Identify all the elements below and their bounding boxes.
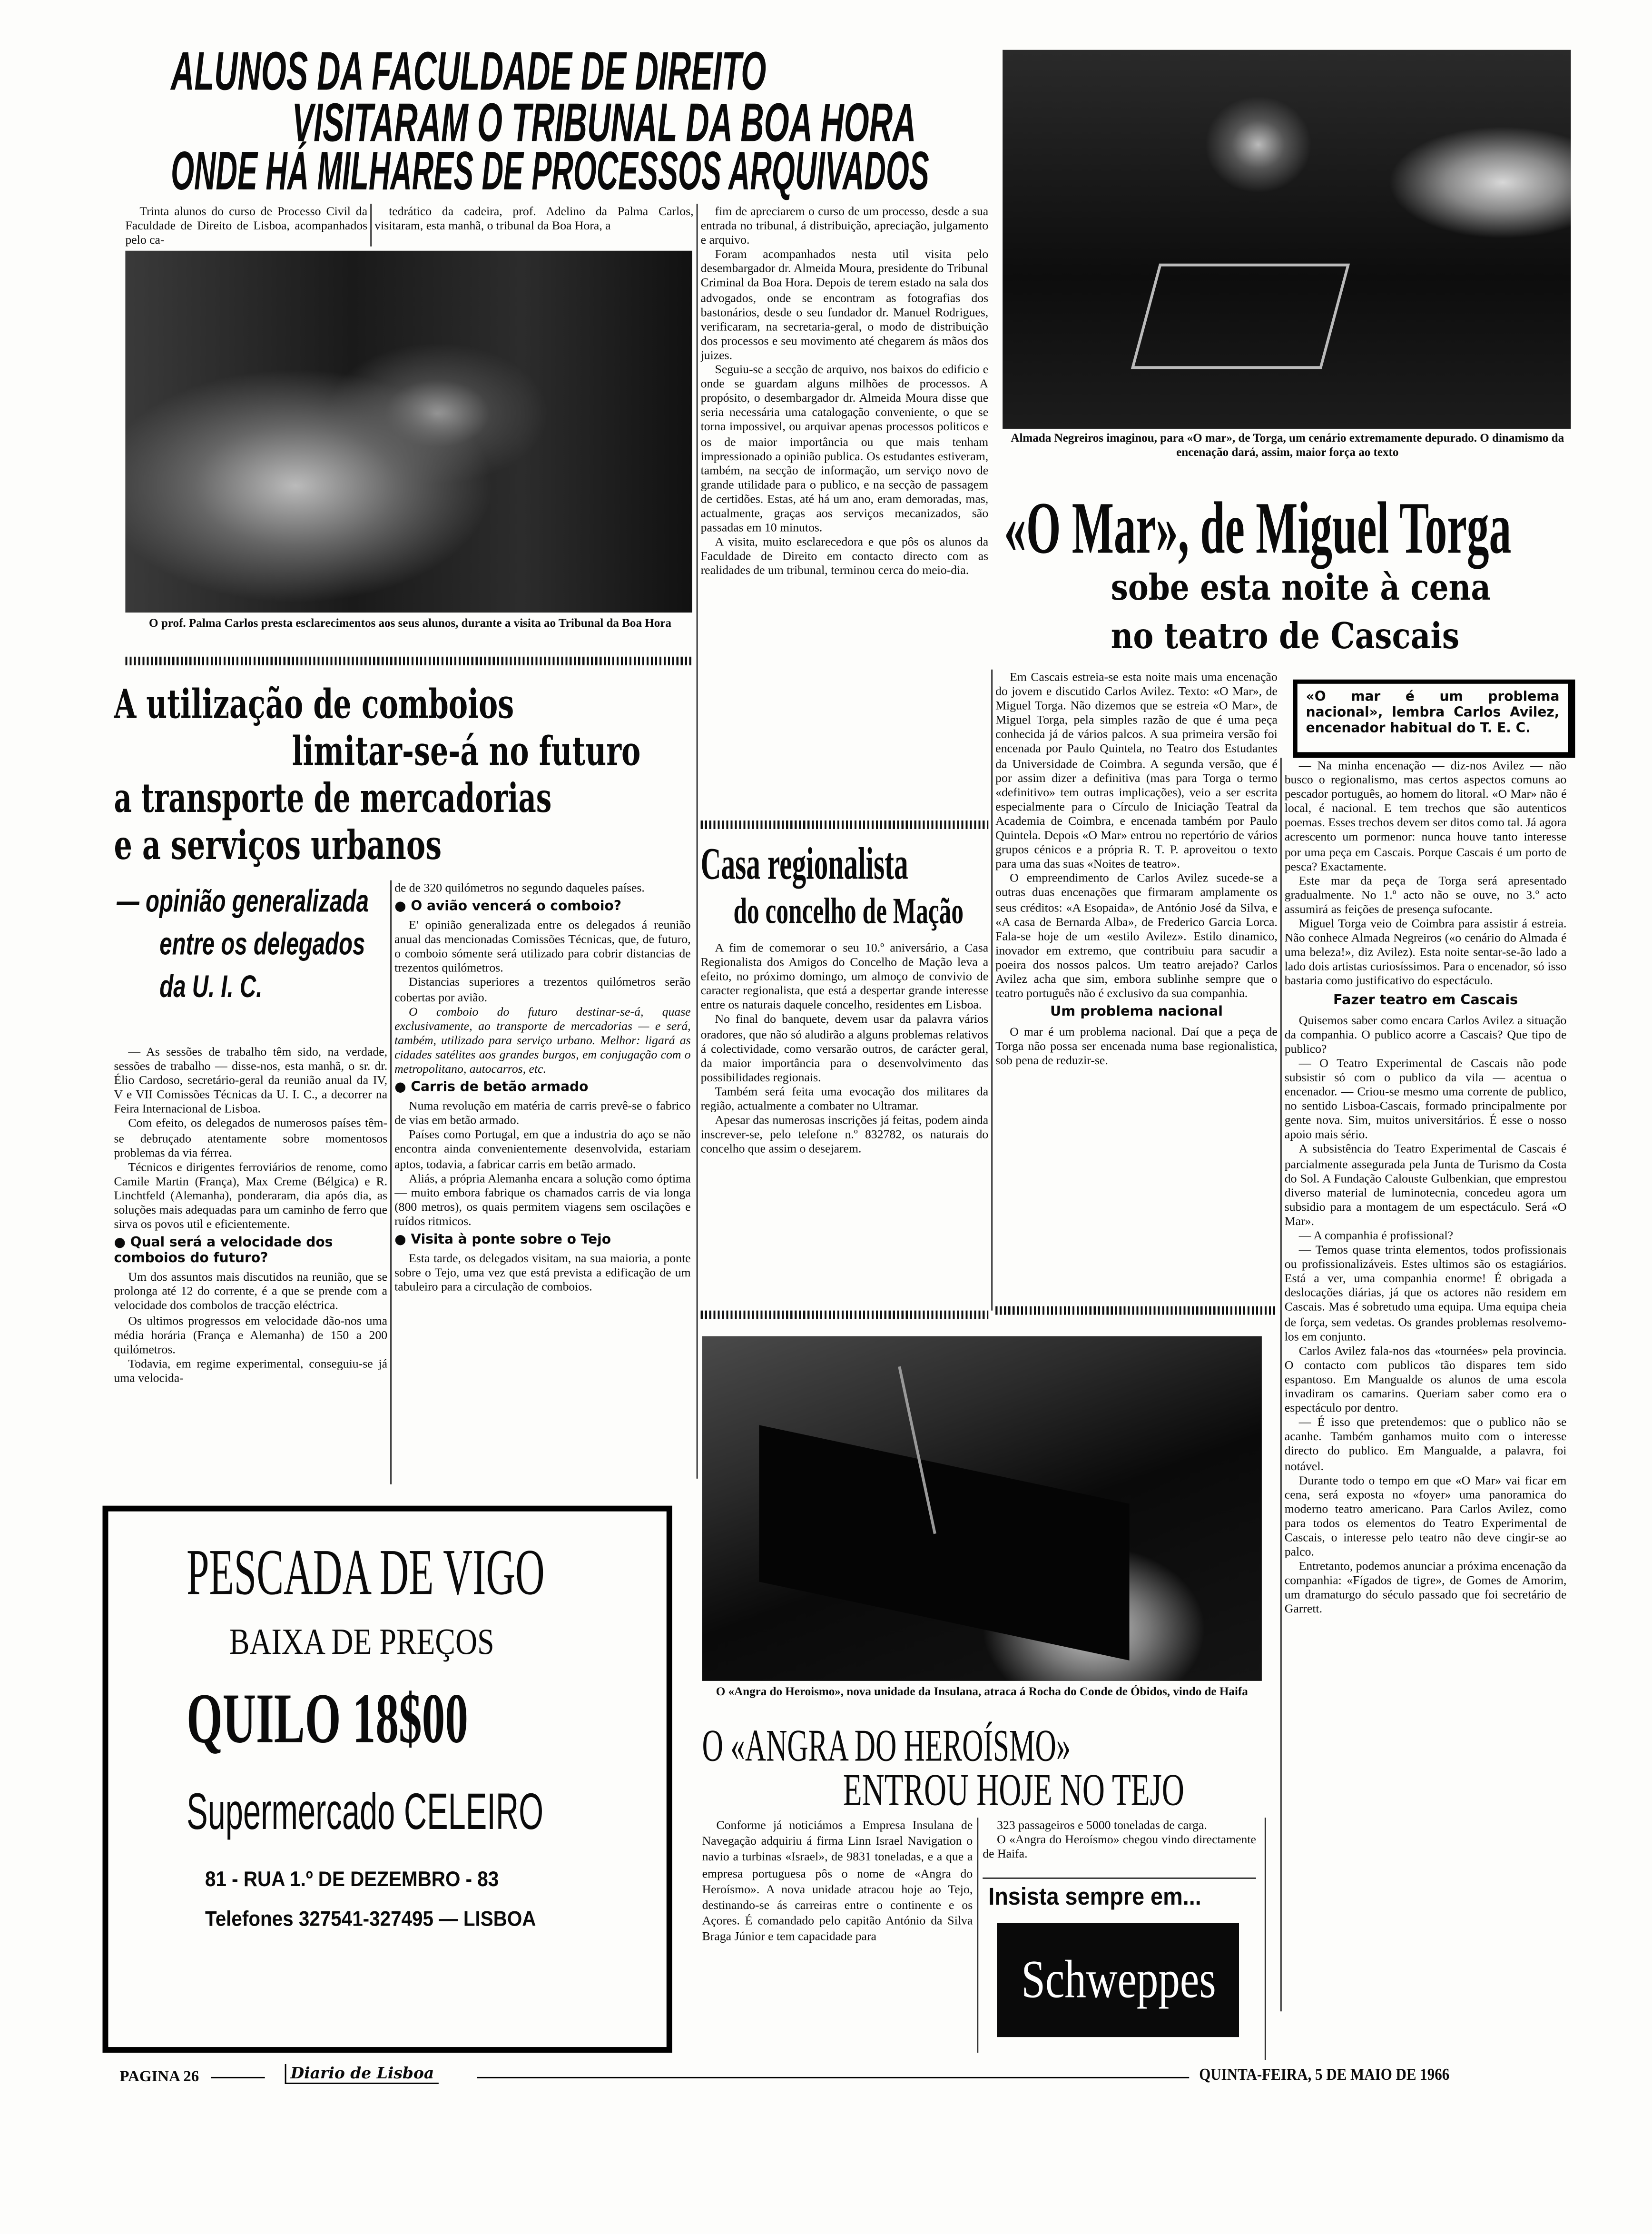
- theatre-stage-photo: [1003, 50, 1571, 429]
- paragraph: O mar é um problema nacional. Daí que a peça de Torga não possa ser encenada numa base regionalistica, sob pena de reduzir-se.: [995, 1024, 1278, 1068]
- advert-product: PESCADA DE VIGO: [187, 1535, 545, 1609]
- ship-col-2: [983, 1818, 1256, 1875]
- advert-address: 81 - RUA 1.º DE DEZEMBRO - 83: [205, 1867, 499, 1892]
- paragraph: Durante todo o tempo em que «O Mar» vai ficar em cena, será exposta no «foyer» uma panoramica do moderno teatro americano. Para Carlos Avilez, como para todos os elementos do Teatro Experimental de Cascais, o interesse pelo teatro não deve cingir-se ao palco.: [1284, 1472, 1567, 1559]
- paragraph: de de 320 quilómetros no segundo daqueles países.: [394, 880, 645, 895]
- court-col-3: [701, 204, 989, 816]
- separator: [701, 820, 989, 829]
- torga-col-1: [995, 670, 1278, 1304]
- casa-headline-line-1: Casa regionalista: [700, 837, 908, 889]
- ship-headline-line-1: O «ANGRA DO HEROÍSMO»: [702, 1719, 1071, 1771]
- paragraph: O empreendimento de Carlos Avilez sucede-se a outras duas encenações que firmaram amplamente os seus créditos: «A Esopaida», de António José da Silva, e «A casa de Bernarda Alba», de Frederico Garcia Lorca. Fala-se hoje de um «estilo Avilez». Estilo dinamico, inovador em extremo, que contribuiu para sacudir a poeira dos nossos palcos. Um teatro arejado? Carlos Avilez acha que sim, embora sublinhe sempre que o teatro português não é exclusivo da sua companhia.: [995, 870, 1278, 1000]
- paragraph: Seguiu-se a secção de arquivo, nos baixos do edificio e onde se guardam alguns milhões de processos. A propósito, o desembargador dr. Almeida Moura disse que seria necessária uma catalogação conveniente, o que se torna impossivel, ou arquivar apenas processos politicos e os de maior importância ou que mais tenham impressionado a opinião publica. Os estudantes estiveram, também, na secção de informação, um serviço novo de grande utilidade para o publico, e na secção de passagem de certidões. Estas, até há um ano, eram demoradas, mas, actualmente, graças aos serviços mecanizados, são passadas em 10 minutos.: [700, 362, 989, 534]
- trains-headline-line-2: limitar-se-á no futuro: [292, 728, 641, 775]
- stage-set-frame: [1131, 264, 1350, 369]
- trains-headline-line-3: a transporte de mercadorias: [114, 775, 552, 822]
- paragraph: 323 passageiros e 5000 toneladas de carga.: [997, 1818, 1207, 1832]
- paragraph: Carlos Avilez fala-nos das «tournées» pela provincia. O contacto com publicos tão dispares tem sido espantoso. Em Mangualde os alunos de uma escola invadiram os camarins. Queriam saber como era o espectáculo por dentro.: [1284, 1343, 1567, 1415]
- trains-headline-line-1: A utilização de comboios: [114, 681, 514, 728]
- torga-subheadline-line-1: sobe esta noite à cena: [1111, 567, 1491, 609]
- separator: [701, 1311, 989, 1319]
- paragraph: Esta tarde, os delegados visitam, na sua maioria, a ponte sobre o Tejo, uma vez que está prevista a edificação de um tabuleiro para a circulação de comboios.: [394, 1250, 691, 1294]
- footer-rule: [477, 2077, 1190, 2078]
- schweppes-logo: [997, 1923, 1239, 2037]
- column-rule: [390, 880, 392, 1484]
- paragraph: Com efeito, os delegados de numerosos países têm-se debruçado atentamente sobre momentosos problemas da via férrea.: [114, 1116, 388, 1159]
- paragraph: E' opinião generalizada entre os delegados á reunião anual das mencionadas Comissões Técnicas, que, de futuro, o comboio sómente será utilizado para cobrir distancias de trezentos quilómetros.: [394, 917, 691, 975]
- paragraph: — Temos quase trinta elementos, todos profissionais ou profissionalizáveis. Estes ultimos são os estagiários. Está a ver, uma companhia enorme! É obrigada a deslocações diárias, já que os actores não residem em Cascais. Mas é sobretudo uma equipa. Uma equipa cheia de força, sem vedetas. Os grandes problemas resolvemo-los em conjunto.: [1284, 1242, 1567, 1343]
- paragraph: — Na minha encenação — diz-nos Avilez — não busco o regionalismo, mas certos aspectos comuns ao pescador português, ao homem do litoral. «O Mar» não é local, é nacional. E tem trechos que são autenticos poemas. Esses trechos devem ser ditos como tal. Já agora acrescento um pormenor: nunca houve tanto interesse por uma peça em Cascais. Porque Cascais é um porto de pesca? Exactamente.: [1284, 758, 1567, 873]
- paragraph: Trinta alunos do curso de Processo Civil da Faculdade de Direito de Lisboa, acompanhados pelo ca-: [125, 204, 368, 247]
- ship-photo-caption: O «Angra do Heroismo», nova unidade da Insulana, atraca á Rocha do Conde de Óbidos, vindo de Haifa: [716, 1685, 1248, 1698]
- paragraph: Quisemos saber como encara Carlos Avilez a situação da companhia. O publico acorre a Cascais? Que tipo de publico?: [1284, 1012, 1567, 1056]
- section-subheading: Um problema nacional: [1050, 1004, 1223, 1020]
- casa-body: [701, 940, 989, 1307]
- court-intro-col-2: [374, 204, 693, 248]
- paragraph: — A companhia é profissional?: [1298, 1228, 1454, 1242]
- column-rule: [1265, 1818, 1266, 2060]
- ship-headline-line-2: ENTROU HOJE NO TEJO: [843, 1763, 1184, 1815]
- paragraph: Em Cascais estreia-se esta noite mais uma encenação do jovem e discutido Carlos Avilez. Texto: «O Mar», de Miguel Torga. Não dizemos que se estreia «O Mar», de Miguel Torga, pela simples razão de que é uma peça conhecida já de vários palcos. A sua primeira versão foi encenada por Paulo Quintela, no Teatro dos Estudantes da Universidade de Coimbra. A segunda versão, que é por assim dizer a definitiva (mas para Torga o termo «definitivo» tem outras implicações), veio a ser escrita especialmente para o Círculo de Iniciação Teatral da Academia de Coimbra, e encenada também por Paulo Quintela. Depois «O Mar» entrou no repertório de vários grupos cénicos e a própria R. T. P. aproveitou o texto para uma das suas «Noites de teatro».: [995, 669, 1278, 871]
- section-subheading: ● O avião vencerá o comboio?: [394, 899, 691, 915]
- torga-col-2: [1285, 758, 1567, 2011]
- court-headline-line-2: VISITARAM O TRIBUNAL DA BOA HORA: [292, 94, 916, 154]
- masthead-logo: Diario de Lisboa: [285, 2064, 439, 2084]
- paragraph: Entretanto, podemos anunciar a próxima encenação da companhia: «Fígados de tigre», de Gomes de Amorim, um dramaturgo do século passado que foi secretário de Garrett.: [1284, 1558, 1567, 1616]
- paragraph: Também será feita uma evocação dos militares da região, actualmente a combater no Ultramar.: [700, 1084, 989, 1113]
- column-rule: [697, 204, 698, 1479]
- trains-subheadline-line-1: — opinião generalizada: [117, 883, 369, 919]
- ship-photo: [702, 1336, 1262, 1681]
- trains-col-2: [394, 880, 691, 1486]
- paragraph: Miguel Torga veio de Coimbra para assistir á estreia. Não conhece Almada Negreiros («o cenário do Almada é uma beleza!», diz Avilez). Esta noite sentar-se-ão lado a lado dois artistas curiosíssimos. Para o encenador, só isso bastaria como justificativo do espectáculo.: [1284, 916, 1567, 988]
- paragraph: Este mar da peça de Torga será apresentado gradualmente. No 1.º acto não se ouve, no 3.º acto assumirá as feições de presença sufocante.: [1284, 873, 1567, 916]
- paragraph: A visita, muito esclarecedora e que pôs os alunos da Faculdade de Direito em contacto directo com as realidades de um tribunal, terminou cerca do meio-dia.: [700, 534, 989, 578]
- court-headline-line-3: ONDE HÁ MILHARES DE PROCESSOS ARQUIVADOS: [171, 142, 929, 203]
- paragraph: Um dos assuntos mais discutidos na reunião, que se prolonga até 12 do corrente, é a que se prende com a velocidade dos combolos de tracção eléctrica.: [114, 1269, 388, 1313]
- paragraph: O «Angra do Heroísmo» chegou vindo directamente de Haifa.: [983, 1832, 1256, 1861]
- quote-box: «O mar é um problema nacional», lembra Carlos Avilez, encenador habitual do T. E. C.: [1293, 680, 1575, 758]
- torga-subheadline-line-2: no teatro de Cascais: [1111, 615, 1460, 657]
- trains-col-1: [114, 1044, 387, 1486]
- advert-phones: Telefones 327541-327495 — LISBOA: [205, 1907, 536, 1932]
- ship-col-1: [702, 1818, 973, 2053]
- theatre-photo-caption: Almada Negreiros imaginou, para «O mar», de Torga, um cenário extremamente depurado. O dinamismo da encenação dará, assim, maior força ao texto: [1011, 431, 1564, 458]
- section-subheading: Fazer teatro em Cascais: [1333, 992, 1518, 1008]
- section-subheading: ● Qual será a velocidade dos comboios do futuro?: [114, 1236, 387, 1267]
- paragraph: — É isso que pretendemos: que o publico não se acanhe. Também ganhamos muito com o interesse directo do publico. Em Mangualde, a palavra, foi notável.: [1284, 1414, 1567, 1473]
- court-headline-line-1: ALUNOS DA FACULDADE DE DIREITO: [171, 42, 767, 103]
- paragraph: A fim de comemorar o seu 10.º aniversário, a Casa Regionalista dos Amigos do Concelho de Mação leva a efeito, no próximo domingo, um almoço de convivio de caracter regionalista, que está a despertar grande interesse entre os naturais daquele concelho, residentes em Lisboa.: [700, 940, 989, 1012]
- pescada-advert: [103, 1506, 672, 2053]
- advert-store: Supermercado CELEIRO: [187, 1782, 544, 1841]
- torga-headline: «O Mar», de Miguel Torga: [1004, 488, 1512, 570]
- paragraph: Técnicos e dirigentes ferroviários de renome, como Camile Martin (França), Max Creme (Bélgica) e R. Linchtfeld (Alemanha), ponderaram, dia após dia, as soluções mais adequadas para um caminho de ferro que sirva os povos util e eficientemente.: [114, 1159, 388, 1231]
- paragraph: Distancias superiores a trezentos quilómetros serão cobertas por avião.: [394, 975, 691, 1004]
- section-subheading: ● Carris de betão armado: [394, 1080, 691, 1096]
- court-intro-col-1: [125, 204, 367, 248]
- paragraph: Foram acompanhados nesta util visita pelo desembargador dr. Almeida Moura, presidente do Tribunal Criminal da Boa Hora. Depois de terem estado na sala dos advogados, onde se encontram as fotografias dos bastonários, desde o seu fundador dr. Manuel Rodrigues, verificaram, na secretaria-geral, o modo de distribuição dos processos e seu movimento até chegarem ás mãos dos juizes.: [700, 247, 989, 362]
- column-rule: [370, 204, 372, 247]
- column-rule: [977, 1818, 978, 2053]
- paragraph: Aliás, a própria Alemanha encara a solução como óptima — muito embora fabrique os chamados carris de via longa (800 metros), os quais permitem viagens sem oscilações e ruídos ritmicos.: [394, 1170, 691, 1228]
- page-number: PAGINA 26: [119, 2068, 199, 2086]
- court-photo-caption: O prof. Palma Carlos presta esclarecimentos aos seus alunos, durante a visita ao Tribunal da Boa Hora: [149, 617, 671, 630]
- casa-headline-line-2: do concelho de Mação: [733, 890, 964, 932]
- paragraph: Conforme já noticiámos a Empresa Insulana de Navegação adquiriu á firma Linn Israel Navigation o navio a turbinas «Israel», de 9831 toneladas, e a que a empresa portuguesa pôs o nome de «Angra do Heroísmo». A nova unidade atracou hoje ao Tejo, destinando-se ás carreiras entre o continente e os Açores. É comandado pelo capitão António da Silva Braga Júnior e tem capacidade para: [702, 1818, 973, 1944]
- column-rule: [991, 670, 993, 1311]
- court-visit-photo: [125, 251, 692, 613]
- paragraph: O comboio do futuro destinar-se-á, quase exclusivamente, ao transporte de mercadorias — e será, também, utilizado para serviço urbano. Melhor: ligará as cidades satélites aos grandes burgos, em conjugação com o metropolitano, autocarros, etc.: [394, 1004, 691, 1076]
- paragraph: Todavia, em regime experimental, conseguiu-se já uma velocida-: [114, 1355, 388, 1384]
- separator: [995, 1306, 1278, 1315]
- trains-headline-line-4: e a serviços urbanos: [114, 822, 442, 869]
- paragraph: No final do banquete, devem usar da palavra vários oradores, que não só aludirão a alguns problemas relativos á colectividade, como versarão outros, de carácter geral, da maior importância para o desenvolvimento das possibilidades regionais.: [700, 1012, 989, 1084]
- schweppes-tagline: Insista sempre em...: [988, 1883, 1201, 1910]
- advert-price: QUILO 18$00: [187, 1678, 468, 1758]
- paragraph: Países como Portugal, em que a industria do aço se não encontra ainda convenientemente desenvolvida, estariam aptos, todavia, a fabricar carris em betão armado.: [394, 1127, 691, 1170]
- paragraph: — O Teatro Experimental de Cascais não pode subsistir só com o publico da vila — acentua o encenador. — Criou-se mesmo uma corrente de publico, no sentido Lisboa-Cascais, formado principalmente por gente nova. Sim, muitos universitários. É esse o nosso apoio mais sério.: [1284, 1055, 1567, 1142]
- issue-date: QUINTA-FEIRA, 5 DE MAIO DE 1966: [1199, 2066, 1450, 2084]
- trains-subheadline-line-2: entre os delegados: [159, 926, 365, 962]
- schweppes-brand: Schweppes: [1021, 1950, 1216, 2010]
- paragraph: Os ultimos progressos em velocidade dão-nos uma média horária (França e Alemanha) de 150 a 200 quilómetros.: [114, 1313, 388, 1356]
- section-subheading: ● Visita à ponte sobre o Tejo: [394, 1232, 691, 1248]
- advert-price-drop: BAIXA DE PREÇOS: [229, 1621, 494, 1662]
- paragraph: Numa revolução em matéria de carris prevê-se o fabrico de vias em betão armado.: [394, 1098, 691, 1127]
- column-rule: [1280, 758, 1282, 2011]
- paragraph: Apesar das numerosas inscrições já feitas, podem ainda inscrever-se, pelo telefone n.º 832782, os naturais do concelho que assim o desejarem.: [700, 1112, 989, 1156]
- paragraph: — As sessões de trabalho têm sido, na verdade, sessões de trabalho — disse-nos, esta manhã, o sr. dr. Élio Cardoso, secretário-geral da reunião anual da IV, V e VII Comissões Técnicas da U. I. C., a decorrer na Feira Internacional de Lisboa.: [114, 1044, 388, 1116]
- trains-subheadline-line-3: da U. I. C.: [159, 969, 263, 1005]
- footer-rule: [211, 2077, 265, 2078]
- separator: [125, 657, 692, 665]
- paragraph: tedrático da cadeira, prof. Adelino da Palma Carlos, visitaram, esta manhã, o tribunal da Boa Hora, a: [374, 204, 694, 233]
- ship-hull: [759, 1425, 1129, 1661]
- paragraph: fim de apreciarem o curso de um processo, desde a sua entrada no tribunal, á distribuição, apreciação, julgamento e arquivo.: [700, 204, 989, 247]
- separator: [983, 1878, 1256, 1879]
- paragraph: A subsistência do Teatro Experimental de Cascais é parcialmente assegurada pela Junta de Turismo da Costa do Sol. A Fundação Calouste Gulbenkian, que emprestou diverso material de luminotecnia, concedeu agora um subsidio para a montagem de um espectáculo. Será «O Mar».: [1284, 1141, 1567, 1228]
